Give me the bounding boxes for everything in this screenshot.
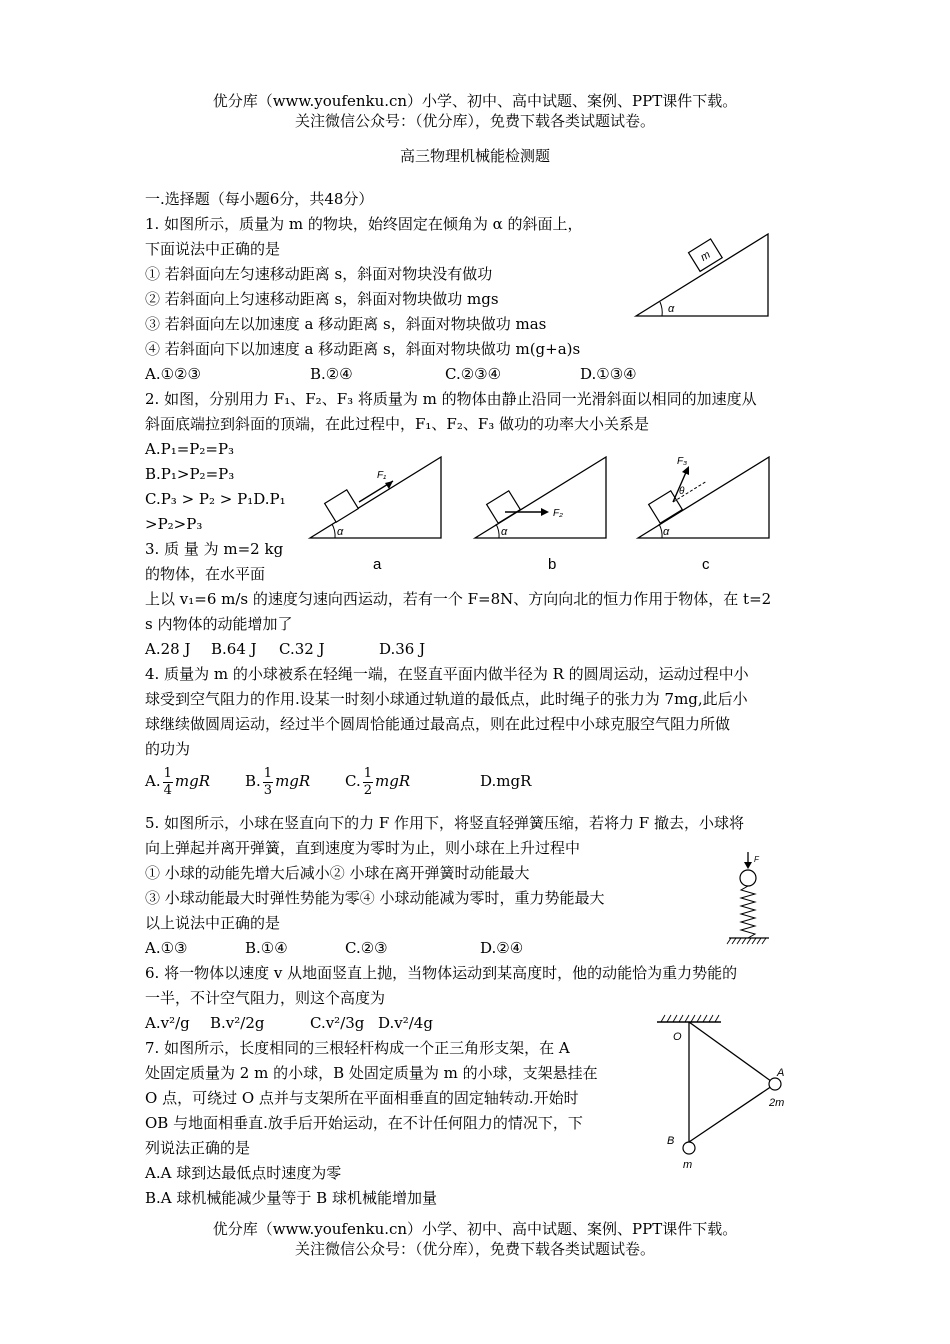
q5-spring-figure [725, 850, 775, 948]
header-line-1: 优分库（www.youfenku.cn）小学、初中、高中试题、案例、PPT课件下载。 [212, 92, 738, 110]
q7-stem-line-2: 处固定质量为 2 m 的小球，B 处固定质量为 m 的小球，支架悬挂在 [145, 1064, 598, 1082]
q2-option-a: A.P₁=P₂=P₃ [145, 440, 235, 458]
q6-stem-line-2: 一半，不计空气阻力，则这个高度为 [145, 989, 386, 1007]
q2-option-b: B.P₁>P₂=P₃ [145, 465, 235, 483]
q4-option-c: C. $\frac{1}{2}$ mgR [345, 765, 411, 798]
q5-option-a: A.①③ [145, 939, 188, 957]
q6-option-c: C.v²/3g [310, 1014, 365, 1032]
q2-fig-f1-label: F₁ [377, 470, 387, 481]
q4-options [145, 764, 531, 799]
q2-fig-b-alpha: α [501, 526, 508, 538]
footer-line-2: 关注微信公众号：（优分库），免费下载各类试题试卷。 [294, 1240, 655, 1258]
q3-stem-line-4: s 内物体的动能增加了 [145, 615, 293, 633]
q1-option-c: C.②③④ [445, 365, 502, 383]
q1-stem-line-1: 1. 如图所示，质量为 m 的物块，始终固定在倾角为 α 的斜面上， [145, 215, 583, 233]
q4-option-a: A. $\frac{1}{4}$ mgR [145, 765, 211, 798]
q2-stem-line-2: 斜面底端拉到斜面的顶端，在此过程中，F₁、F₂、F₃ 做功的功率大小关系是 [145, 415, 650, 433]
q3-options [145, 638, 425, 660]
q7-triangle-figure [655, 1012, 795, 1174]
q2-fig-f2-label: F₂ [553, 508, 563, 519]
q5-fig-f-label: F [754, 855, 759, 864]
section-heading: 一.选择题（每小题6分，共48分） [145, 190, 374, 208]
q1-statement-1: ① 若斜面向左匀速移动距离 s，斜面对物块没有做功 [145, 265, 493, 283]
q2-fig-c-alpha: α [663, 526, 670, 538]
q1-stem-line-2: 下面说法中正确的是 [145, 240, 281, 258]
q2-fig-caption-a: a [373, 556, 382, 573]
q1-fig-mass-label: m [698, 248, 713, 264]
q7-stem-line-1: 7. 如图所示，长度相同的三根轻杆构成一个正三角形支架，在 A [145, 1039, 570, 1057]
q6-option-b: B.v²/2g [210, 1014, 265, 1032]
q7-fig-2m-label: 2m [769, 1097, 785, 1109]
q3-stem-line-1: 3. 质 量 为 m=2 kg [145, 540, 284, 558]
q4-option-b: B. $\frac{1}{3}$ mgR [245, 765, 311, 798]
q4-stem-line-3: 球继续做圆周运动，经过半个圆周恰能通过最高点，则在此过程中小球克服空气阻力所做 [145, 715, 731, 733]
q3-option-a: A.28 J [145, 640, 191, 658]
q5-statement-34: ③ 小球动能最大时弹性势能为零④ 小球动能减为零时，重力势能最大 [145, 889, 605, 907]
q7-option-b: B.A 球机械能减少量等于 B 球机械能增加量 [145, 1189, 437, 1207]
q2-option-cd-line-1: C.P₃ > P₂ > P₁D.P₁ [145, 490, 286, 508]
q3-option-c: C.32 J [279, 640, 325, 658]
q3-stem-line-2: 的物体，在水平面 [145, 565, 266, 583]
q3-option-b: B.64 J [211, 640, 257, 658]
q6-stem-line-1: 6. 将一物体以速度 v 从地面竖直上抛，当物体运动到某高度时，他的动能恰为重力势能的 [145, 964, 738, 982]
q1-statement-4: ④ 若斜面向下以加速度 a 移动距离 s，斜面对物块做功 m(g+a)s [145, 340, 581, 358]
q7-stem-line-5: 列说法正确的是 [145, 1139, 251, 1157]
footer-line-1: 优分库（www.youfenku.cn）小学、初中、高中试题、案例、PPT课件下载。 [212, 1220, 738, 1238]
q1-options [145, 363, 785, 385]
q1-fig-alpha-label: α [668, 303, 675, 315]
q2-option-cd-line-2: >P₂>P₃ [145, 515, 203, 533]
q2-stem-line-1: 2. 如图，分别用力 F₁、F₂、F₃ 将质量为 m 的物体由静止沿同一光滑斜面以相同的加速度从 [145, 390, 757, 408]
q1-statement-3: ③ 若斜面向左以加速度 a 移动距离 s，斜面对物块做功 mas [145, 315, 547, 333]
q2-fig-f3-label: F₃ [677, 456, 688, 467]
q6-option-d: D.v²/4g [378, 1014, 433, 1032]
q1-option-b: B.②④ [310, 365, 353, 383]
q3-stem-line-3: 上以 v₁=6 m/s 的速度匀速向西运动，若有一个 F=8N、方向向北的恒力作用于物体，在 t=2 [145, 590, 772, 608]
q2-fig-theta-label: θ [679, 486, 685, 497]
header-line-2: 关注微信公众号：（优分库），免费下载各类试题试卷。 [294, 112, 655, 130]
q7-stem-line-4: OB 与地面相垂直.放手后开始运动，在不计任何阻力的情况下，下 [145, 1114, 583, 1132]
q5-option-b: B.①④ [245, 939, 288, 957]
q6-option-a: A.v²/g [145, 1014, 190, 1032]
q1-incline-figure [632, 230, 772, 322]
q1-option-a: A.①②③ [145, 365, 201, 383]
q2-fig-caption-b: b [548, 556, 557, 573]
q7-fig-b-label: B [667, 1135, 675, 1147]
q2-fig-caption-c: c [702, 556, 710, 573]
q1-statement-2: ② 若斜面向上匀速移动距离 s，斜面对物块做功 mgs [145, 290, 499, 308]
q5-statement-12: ① 小球的动能先增大后减小② 小球在离开弹簧时动能最大 [145, 864, 530, 882]
q5-option-c: C.②③ [345, 939, 388, 957]
q2-incline-figures [305, 452, 775, 577]
q1-option-d: D.①③④ [580, 365, 637, 383]
q5-stem-line-5: 以上说法中正确的是 [145, 914, 281, 932]
q7-stem-line-3: O 点，可绕过 O 点并与支架所在平面相垂直的固定轴转动.开始时 [145, 1089, 579, 1107]
q7-fig-m-label: m [683, 1159, 693, 1171]
q4-stem-line-2: 球受到空气阻力的作用.设某一时刻小球通过轨道的最低点，此时绳子的张力为 7mg,此后小 [145, 690, 748, 708]
q2-fig-a-alpha: α [337, 526, 344, 538]
q4-stem-line-1: 4. 质量为 m 的小球被系在轻绳一端，在竖直平面内做半径为 R 的圆周运动，运动过程中小 [145, 665, 749, 683]
q5-stem-line-1: 5. 如图所示，小球在竖直向下的力 F 作用下，将竖直轻弹簧压缩，若将力 F 撤去，小球将 [145, 814, 744, 832]
q5-options [145, 937, 523, 959]
q3-option-d: D.36 J [379, 640, 426, 658]
q6-options [145, 1012, 433, 1034]
q7-option-a: A.A 球到达最低点时速度为零 [145, 1164, 342, 1182]
page-title: 高三物理机械能检测题 [399, 147, 550, 165]
q5-option-d: D.②④ [480, 939, 524, 957]
q5-stem-line-2: 向上弹起并离开弹簧，直到速度为零时为止，则小球在上升过程中 [145, 839, 581, 857]
q4-option-d: D.mgR [480, 772, 532, 790]
q7-fig-o-label: O [673, 1031, 682, 1043]
q7-fig-a-label: A [777, 1067, 785, 1079]
q4-stem-line-4: 的功为 [145, 740, 191, 758]
